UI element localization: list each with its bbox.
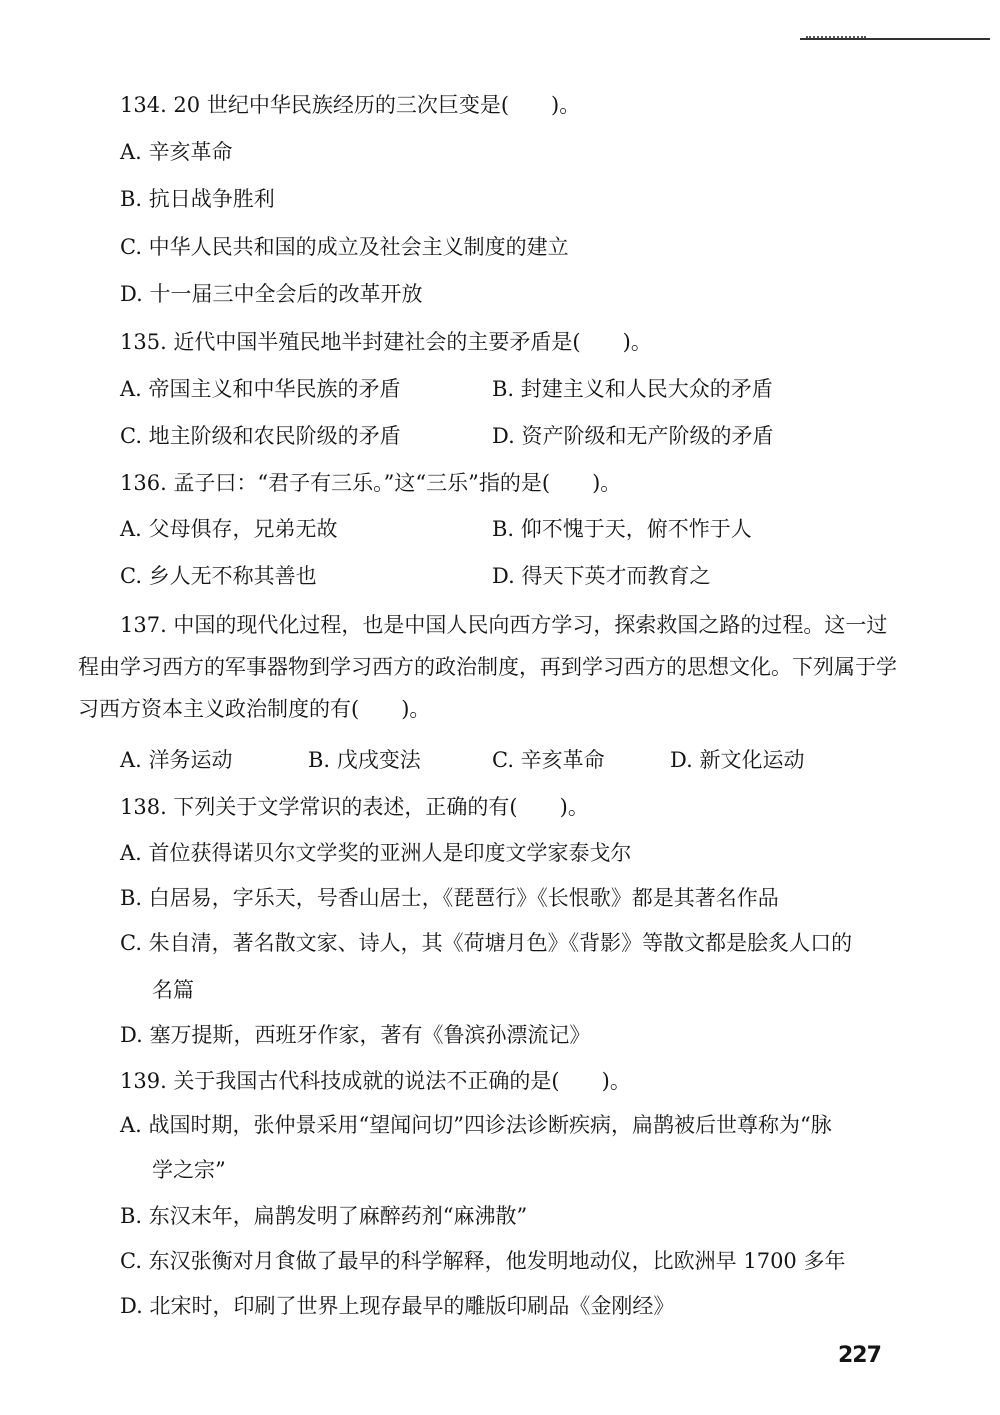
question-138-option-c: C. 朱自清，著名散文家、诗人，其《荷塘月色》《背影》等散文都是脍炙人口的 [120,931,853,955]
page-number: 227 [838,1343,881,1368]
question-134-option-d: D. 十一届三中全会后的改革开放 [120,282,423,306]
question-138-stem: 138. 下列关于文学常识的表述，正确的有( )。 [120,795,589,819]
question-136-option-a: A. 父母俱存，兄弟无故 [120,517,338,541]
question-134-stem: 134. 20 世纪中华民族经历的三次巨变是( )。 [120,93,581,117]
question-135-option-a: A. 帝国主义和中华民族的矛盾 [120,377,401,401]
question-137-option-d: D. 新文化运动 [670,748,805,772]
question-139-option-b: B. 东汉末年，扁鹊发明了麻醉药剂“麻沸散” [120,1204,528,1228]
question-138-option-b: B. 白居易，字乐天，号香山居士，《琵琶行》《长恨歌》都是其著名作品 [120,886,779,910]
question-137-stem: 137. 中国的现代化过程，也是中国人民向西方学习，探索救国之路的过程。这一过程由学习西方的军事器物到学习西方的政治制度，再到学习西方的思想文化。下列属于学习西方资本主义政治制度的有( )。 [78,613,897,721]
question-134-option-b: B. 抗日战争胜利 [120,187,275,211]
question-135-option-c: C. 地主阶级和农民阶级的矛盾 [120,424,401,448]
question-134-option-c: C. 中华人民共和国的成立及社会主义制度的建立 [120,235,569,259]
question-137-option-a: A. 洋务运动 [120,748,233,772]
question-139-stem: 139. 关于我国古代科技成就的说法不正确的是( )。 [120,1069,631,1093]
question-139-option-a: A. 战国时期，张仲景采用“望闻问切”四诊法诊断疾病，扁鹊被后世尊称为“脉 [120,1113,832,1137]
question-137-option-b: B. 戊戌变法 [308,748,421,772]
question-138-option-d: D. 塞万提斯，西班牙作家，著有《鲁滨孙漂流记》 [120,1023,591,1047]
question-138-option-a: A. 首位获得诺贝尔文学奖的亚洲人是印度文学家泰戈尔 [120,841,632,865]
question-139-option-c: C. 东汉张衡对月食做了最早的科学解释，他发明地动仪，比欧洲早 1700 多年 [120,1249,846,1273]
question-136-stem: 136. 孟子曰：“君子有三乐。”这“三乐”指的是( )。 [120,471,622,495]
question-139-option-d: D. 北宋时，印刷了世界上现存最早的雕版印刷品《金刚经》 [120,1294,675,1318]
header-mark [806,36,866,42]
question-135-stem: 135. 近代中国半殖民地半封建社会的主要矛盾是( )。 [120,330,652,354]
question-135-option-d: D. 资产阶级和无产阶级的矛盾 [492,424,774,448]
question-138-option-c-continued: 名篇 [152,978,194,1002]
question-136-option-c: C. 乡人无不称其善也 [120,564,317,588]
question-136-option-b: B. 仰不愧于天，俯不怍于人 [492,517,752,541]
question-136-option-d: D. 得天下英才而教育之 [492,564,711,588]
question-137-option-c: C. 辛亥革命 [492,748,605,772]
question-135-option-b: B. 封建主义和人民大众的矛盾 [492,377,773,401]
question-134-option-a: A. 辛亥革命 [120,140,233,164]
question-139-option-a-continued: 学之宗” [152,1158,226,1182]
